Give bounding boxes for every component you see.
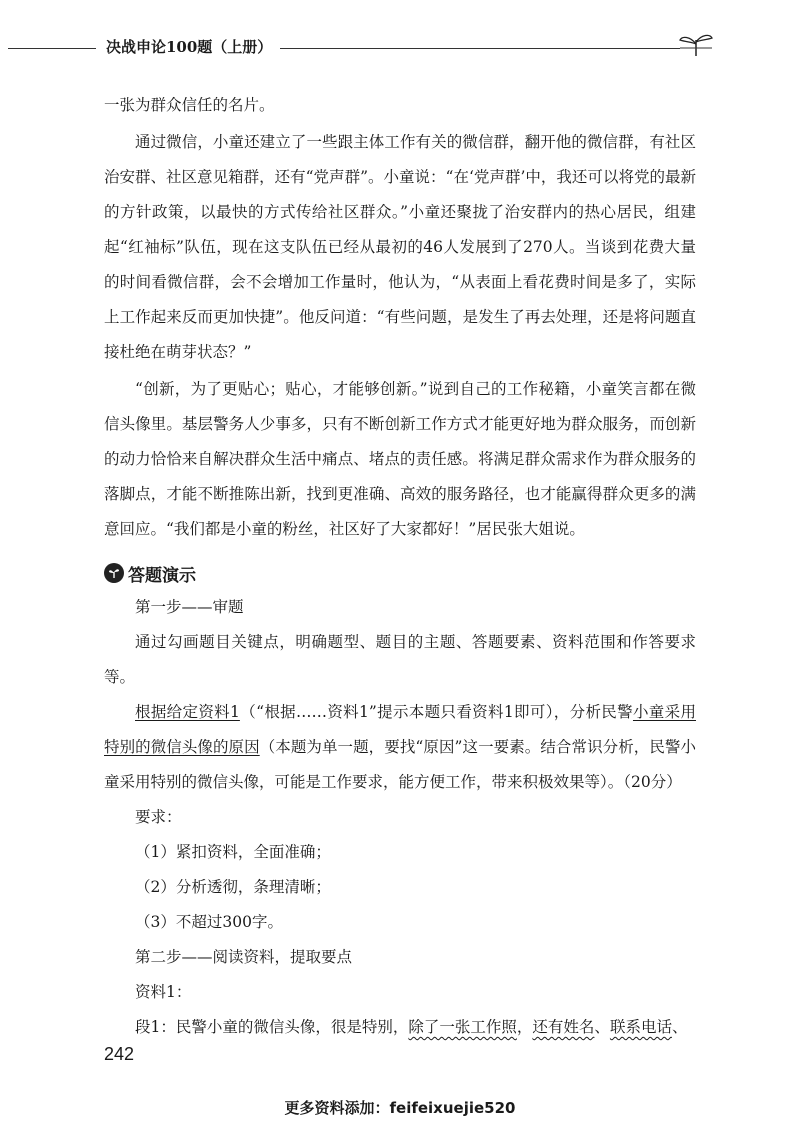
section-title: 答题演示 (128, 565, 196, 586)
requirements-label: 要求： (135, 808, 182, 826)
paragraph: 一张为群众信任的名片。 (104, 96, 275, 114)
step-title: 第一步——审题 (135, 598, 244, 616)
answer-demo (104, 590, 696, 1045)
underlined-keyword: 小童采用特别的微信头像的原因 (104, 703, 696, 756)
requirement-item: （1）紧扣资料，全面准确； (135, 843, 331, 861)
footer-note: 更多资料添加：feifeixuejie520 (284, 1099, 516, 1117)
article-body (104, 88, 696, 547)
text-run: （本题为单一题，要找“原因”这一要素。结合常识分析，民警小童采用特别的微信头像，可能是工作要求，能方便工作，带来积极效果等）。（20分） (104, 738, 696, 791)
text-run: （“根据……资料1”提示本题只看资料1即可），分析民警 (239, 703, 633, 721)
header-rule-right (280, 48, 680, 49)
header-rule-left (8, 48, 96, 49)
material-label: 资料1： (135, 983, 192, 1001)
text-run: 、 (671, 1018, 688, 1036)
text-run: 段1：民警小童的微信头像，很是特别， (135, 1018, 409, 1036)
sprout-icon (678, 30, 714, 62)
header-title: 决战申论100题（上册） (106, 38, 273, 56)
running-header (8, 30, 714, 62)
leaf-badge-icon (104, 563, 124, 583)
paragraph: “创新，为了更贴心；贴心，才能够创新。”说到自己的工作秘籍，小童笑言都在微信头像里。基层警务人少事多，只有不断创新工作方式才能更好地为群众服务，而创新的动力恰恰来自解决群众生活中痛点、堵点的责任感。将满足群众需求作为群众服务的落脚点，才能不断推陈出新，找到更准确、高效的服务路径，也才能赢得群众更多的满意回应。“我们都是小童的粉丝，社区好了大家都好！”居民张大姐说。 (104, 380, 696, 538)
paragraph (104, 1010, 696, 1045)
paragraph: 通过微信，小童还建立了一些跟主体工作有关的微信群，翻开他的微信群，有社区治安群、社区意见箱群，还有“党声群”。小童说：“在‘党声群’中，我还可以将党的最新的方针政策，以最快的方式传给社区群众。”小童还聚拢了治安群内的热心居民，组建起“红袖标”队伍，现在这支队伍已经从最初的46人发展到了270人。当谈到花费大量的时间看微信群，会不会增加工作量时，他认为，“从表面上看花费时间是多了，实际上工作起来反而更加快捷”。他反问道：“有些问题，是发生了再去处理，还是将问题直接杜绝在萌芽状态？” (104, 133, 696, 361)
wavy-underlined-point: 联系电话 (609, 1018, 672, 1036)
requirement-item: （2）分析透彻，条理清晰； (135, 878, 331, 896)
page-number: 242 (104, 1044, 135, 1064)
text-run: ， (516, 1018, 533, 1036)
section-heading (104, 556, 196, 590)
underlined-keyword: 根据给定资料1 (135, 703, 240, 721)
paragraph: 通过勾画题目关键点，明确题型、题目的主题、答题要素、资料范围和作答要求等。 (104, 633, 696, 686)
requirement-item: （3）不超过300字。 (135, 913, 283, 931)
step-title: 第二步——阅读资料，提取要点 (135, 948, 353, 966)
paragraph (104, 695, 696, 800)
text-run: 、 (594, 1018, 610, 1036)
wavy-underlined-point: 还有姓名 (532, 1018, 595, 1036)
wavy-underlined-point: 除了一张工作照 (408, 1018, 517, 1036)
